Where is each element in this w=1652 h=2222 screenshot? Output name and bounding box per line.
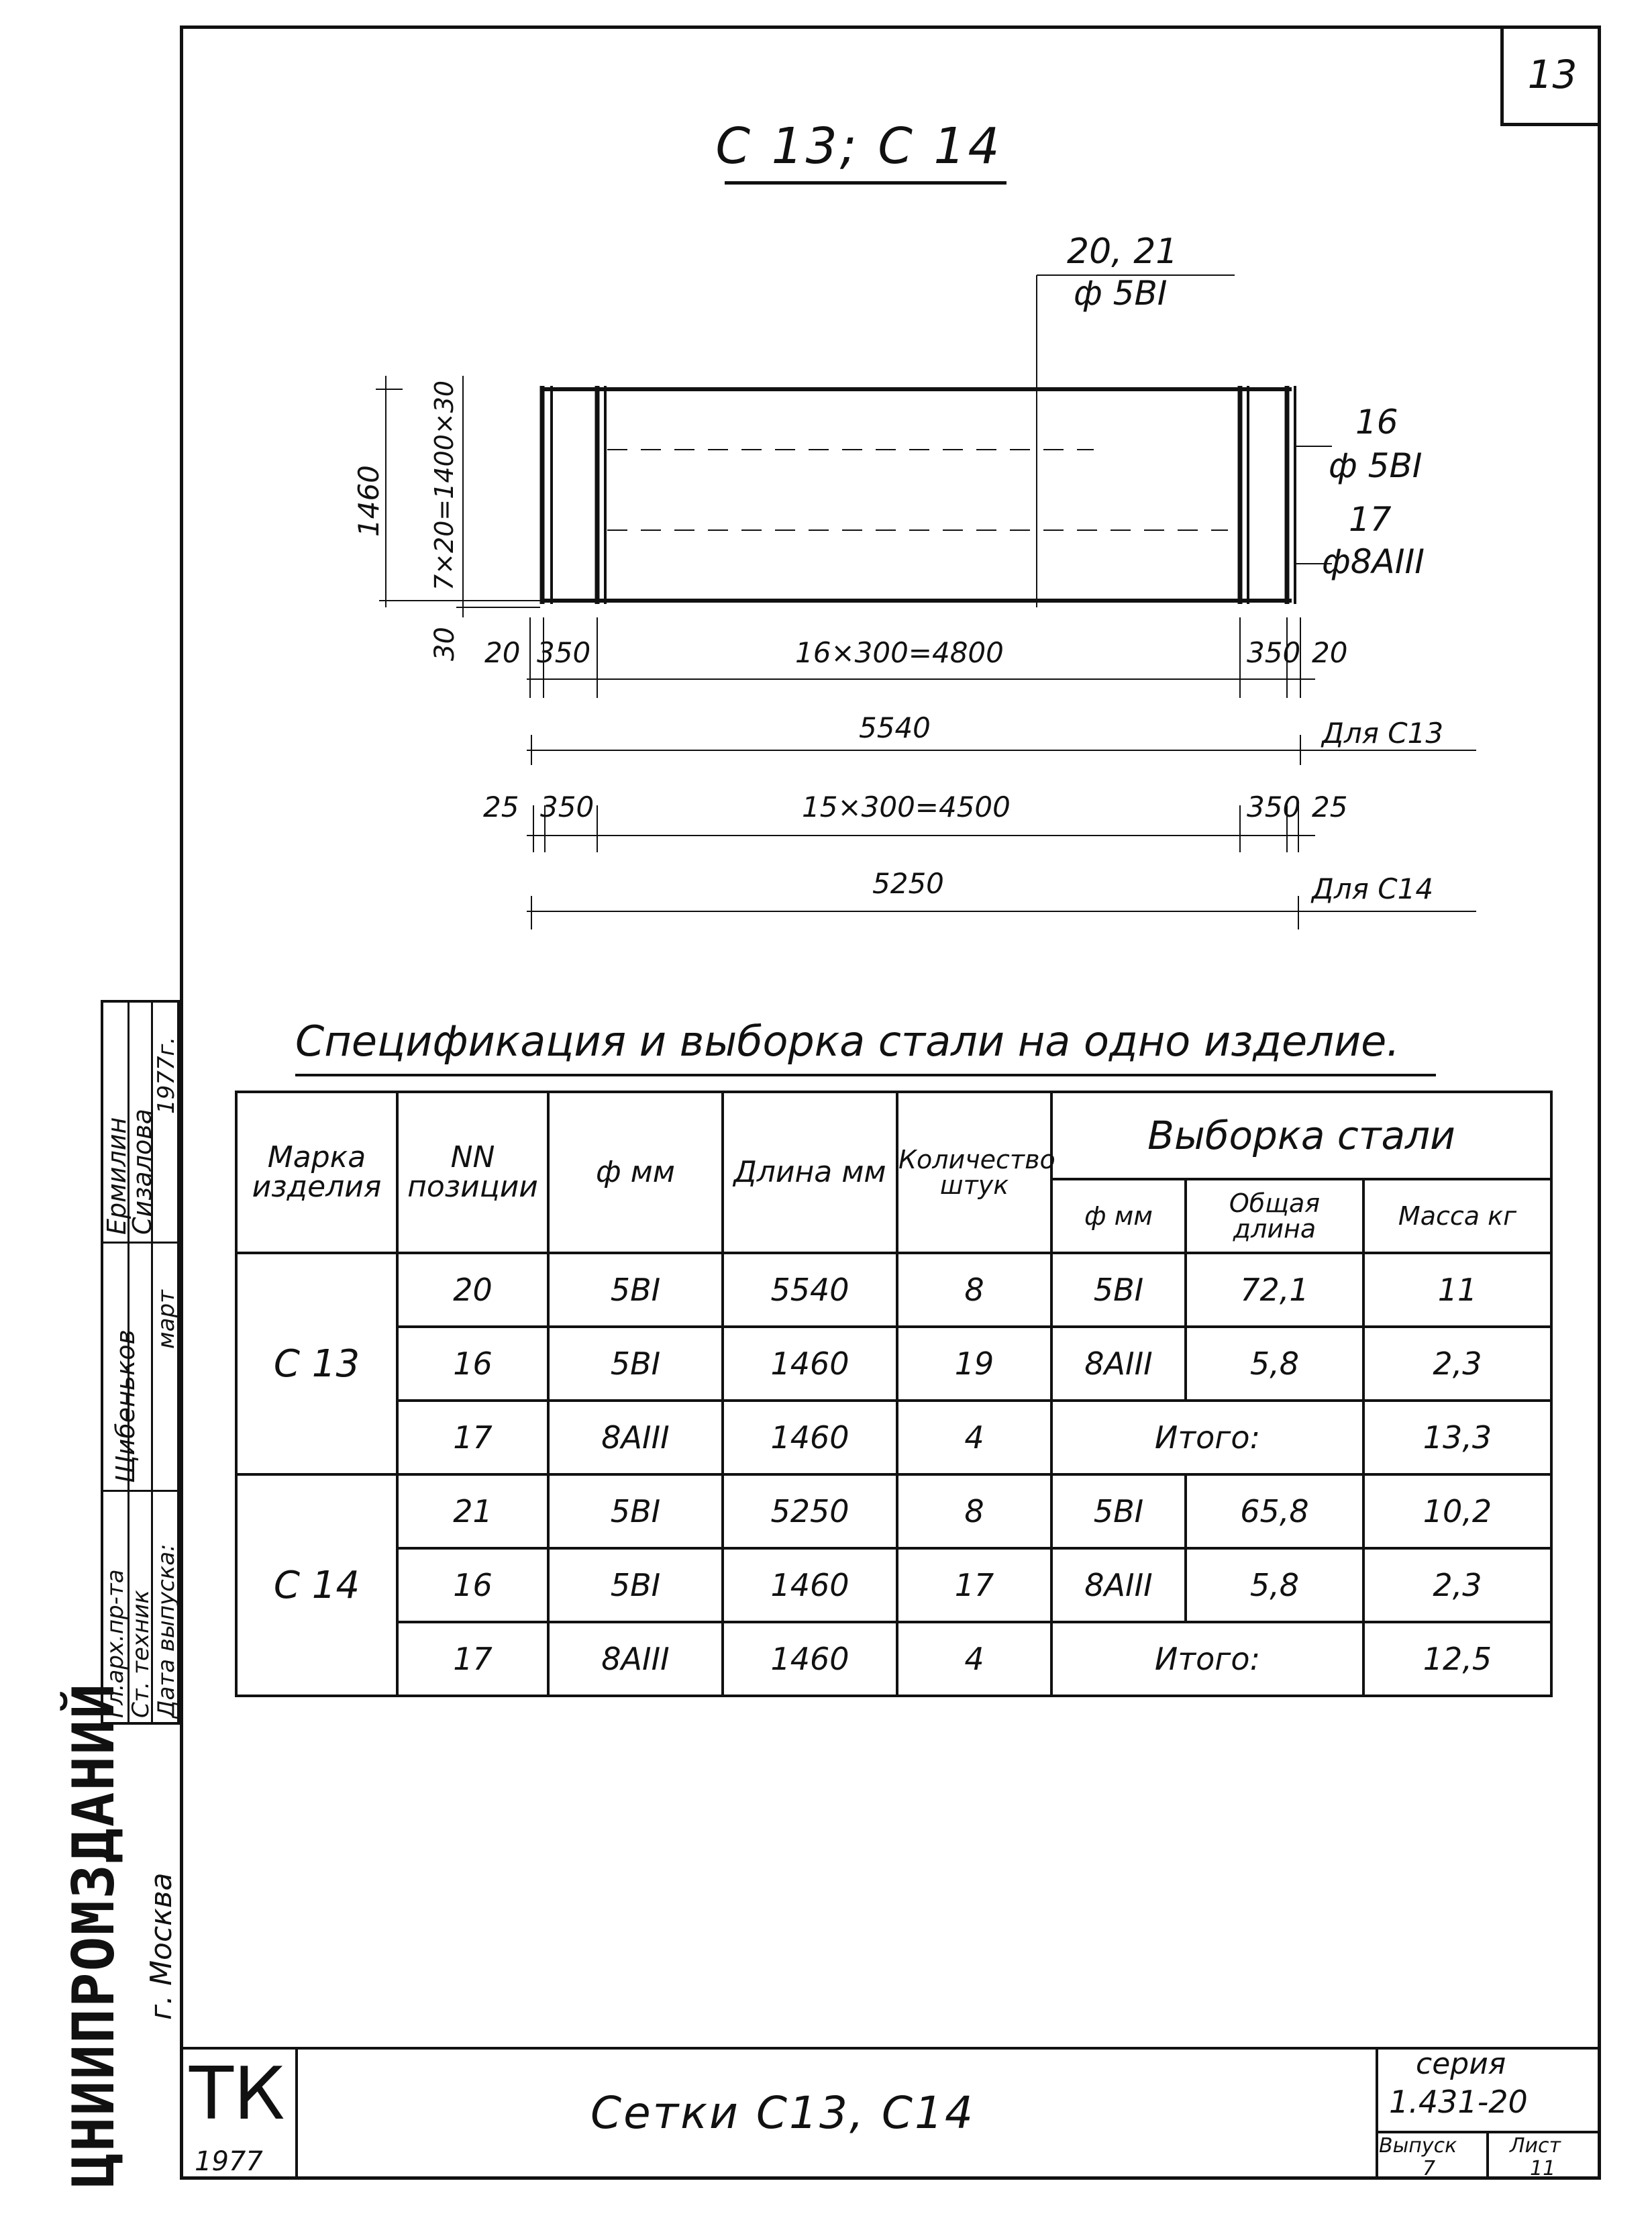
table-row (236, 1401, 1551, 1474)
c13-r1-len: 5540 (723, 1253, 897, 1327)
sidebar-signature: Щибеньков (111, 1329, 140, 1483)
title-block-divider-right (1376, 2047, 1378, 2180)
dim-c13-mid: 16×300=4800 (795, 636, 1004, 669)
c13-total: 13,3 (1363, 1401, 1551, 1474)
c13-r1-qty: 8 (897, 1253, 1051, 1327)
table-row (236, 1622, 1551, 1696)
spec-title: Спецификация и выборка стали на одно изделие. (295, 1017, 1400, 1066)
c13-r2-qty: 19 (897, 1327, 1051, 1401)
dim-c14-total-value: 5250 (872, 867, 944, 900)
header-mark: Марка изделия (236, 1092, 397, 1253)
series-number: 1.431-20 (1389, 2084, 1528, 2120)
sidebar-year: 1977г. (153, 1036, 180, 1114)
title-block-name: Сетки С13, С14 (590, 2087, 975, 2139)
spec-title-underline (295, 1074, 1436, 1076)
c14-r3-pos: 17 (397, 1622, 548, 1696)
callout-16-diameter: ф 5BI (1329, 446, 1423, 485)
dim-c14-for: Для C14 (1312, 872, 1434, 905)
dim-c14-left350: 350 (540, 791, 595, 823)
c13-r3-dia: 8AIII (548, 1401, 723, 1474)
header-sel-mass: Масса кг (1363, 1179, 1551, 1253)
sidebar-date-label: Дата выпуска: (153, 1544, 180, 1718)
table-row (236, 1474, 1551, 1548)
dim-height-pitch: 7×20=1400×30 (429, 380, 459, 591)
callout-17-diameter: ф8AIII (1322, 542, 1425, 581)
c14-r2-len: 1460 (723, 1548, 897, 1622)
issue-label: Выпуск (1379, 2134, 1457, 2158)
spec-header-row (236, 1092, 1551, 1179)
title-block-divider-left (295, 2047, 298, 2180)
spec-table (235, 1091, 1553, 1697)
header-pos: NN позиции (397, 1092, 548, 1253)
sheet-number: 13 (1500, 26, 1601, 126)
c14-sel2-mass: 2,3 (1363, 1548, 1551, 1622)
dim-c14-right: 25 (1312, 791, 1348, 823)
table-row (236, 1548, 1551, 1622)
c13-r1-dia: 5BI (548, 1253, 723, 1327)
org-city: г. Москва (144, 1872, 178, 2020)
dim-c14-mid: 15×300=4500 (802, 791, 1011, 823)
c13-sel1-dia: 5BI (1051, 1253, 1186, 1327)
issue-number: 7 (1423, 2157, 1436, 2180)
c14-mark: C 14 (236, 1474, 397, 1696)
c13-r2-dia: 5BI (548, 1327, 723, 1401)
c14-r1-dia: 5BI (548, 1474, 723, 1548)
dim-c13-total-value: 5540 (859, 711, 931, 744)
c14-r2-pos: 16 (397, 1548, 548, 1622)
callout-top-diameter: ф 5BI (1074, 274, 1168, 313)
c14-sel2-len: 5,8 (1186, 1548, 1363, 1622)
c13-r3-len: 1460 (723, 1401, 897, 1474)
org-name: ЦНИИПРОМЗДАНИЙ (60, 1682, 127, 2188)
c14-sel1-len: 65,8 (1186, 1474, 1363, 1548)
c14-sel2-dia: 8AIII (1051, 1548, 1186, 1622)
tk-mark: ТК (189, 2052, 285, 2136)
title-block-divider-v (1486, 2131, 1489, 2180)
c14-r2-dia: 5BI (548, 1548, 723, 1622)
c13-total-label: Итого: (1051, 1401, 1363, 1474)
c14-total: 12,5 (1363, 1622, 1551, 1696)
sidebar-role-2: Ст. техник (127, 1590, 154, 1718)
header-len: Длина мм (723, 1092, 897, 1253)
dim-c13-for: Для C13 (1322, 717, 1444, 750)
c13-r2-pos: 16 (397, 1327, 548, 1401)
sidebar-divider-4 (101, 1490, 180, 1492)
sidebar-name-2: Сизалова (127, 1109, 157, 1235)
c14-r3-qty: 4 (897, 1622, 1051, 1696)
sheet-of-series: 11 (1530, 2157, 1556, 2180)
drawing-title: C 13; C 14 (715, 117, 1002, 175)
c13-sel2-len: 5,8 (1186, 1327, 1363, 1401)
sidebar-divider-3 (101, 1242, 180, 1244)
sidebar-name-1: Ермилин (102, 1117, 132, 1235)
dim-height-total: 1460 (352, 465, 385, 537)
table-row (236, 1327, 1551, 1401)
c14-r3-len: 1460 (723, 1622, 897, 1696)
callout-top-label: 20, 21 (1067, 232, 1178, 272)
c13-r1-pos: 20 (397, 1253, 548, 1327)
header-selection: Выборка стали (1051, 1092, 1551, 1179)
c14-total-label: Итого: (1051, 1622, 1363, 1696)
c13-sel2-dia: 8AIII (1051, 1327, 1186, 1401)
c14-r1-qty: 8 (897, 1474, 1051, 1548)
callout-16-label: 16 (1355, 403, 1398, 442)
c14-sel1-mass: 10,2 (1363, 1474, 1551, 1548)
c13-sel1-mass: 11 (1363, 1253, 1551, 1327)
c13-r3-pos: 17 (397, 1401, 548, 1474)
c13-mark: C 13 (236, 1253, 397, 1474)
tk-year: 1977 (195, 2146, 263, 2177)
dim-c14-left: 25 (483, 791, 519, 823)
dim-bottom-30: 30 (429, 627, 460, 661)
sidebar-month: март (153, 1290, 180, 1349)
c14-r3-dia: 8AIII (548, 1622, 723, 1696)
c13-r2-len: 1460 (723, 1327, 897, 1401)
c14-r1-len: 5250 (723, 1474, 897, 1548)
header-qty: Количество штук (897, 1092, 1051, 1253)
dim-c14-right350: 350 (1247, 791, 1301, 823)
dim-c13-left350: 350 (537, 636, 591, 669)
callout-17-label: 17 (1349, 500, 1392, 539)
sidebar-role-1: Гл.арх.пр-та (102, 1569, 129, 1718)
table-row (236, 1253, 1551, 1327)
header-sel-len: Общая длина (1186, 1179, 1363, 1253)
header-dia: ф мм (548, 1092, 723, 1253)
sheet-label: Лист (1510, 2134, 1561, 2158)
c13-sel1-len: 72,1 (1186, 1253, 1363, 1327)
header-sel-dia: ф мм (1051, 1179, 1186, 1253)
c14-r2-qty: 17 (897, 1548, 1051, 1622)
c14-r1-pos: 21 (397, 1474, 548, 1548)
dim-c13-right350: 350 (1247, 636, 1301, 669)
dim-c13-left: 20 (484, 636, 521, 669)
c13-r3-qty: 4 (897, 1401, 1051, 1474)
dim-c13-right: 20 (1312, 636, 1348, 669)
c14-sel1-dia: 5BI (1051, 1474, 1186, 1548)
series-label: серия (1416, 2047, 1506, 2081)
c13-sel2-mass: 2,3 (1363, 1327, 1551, 1401)
